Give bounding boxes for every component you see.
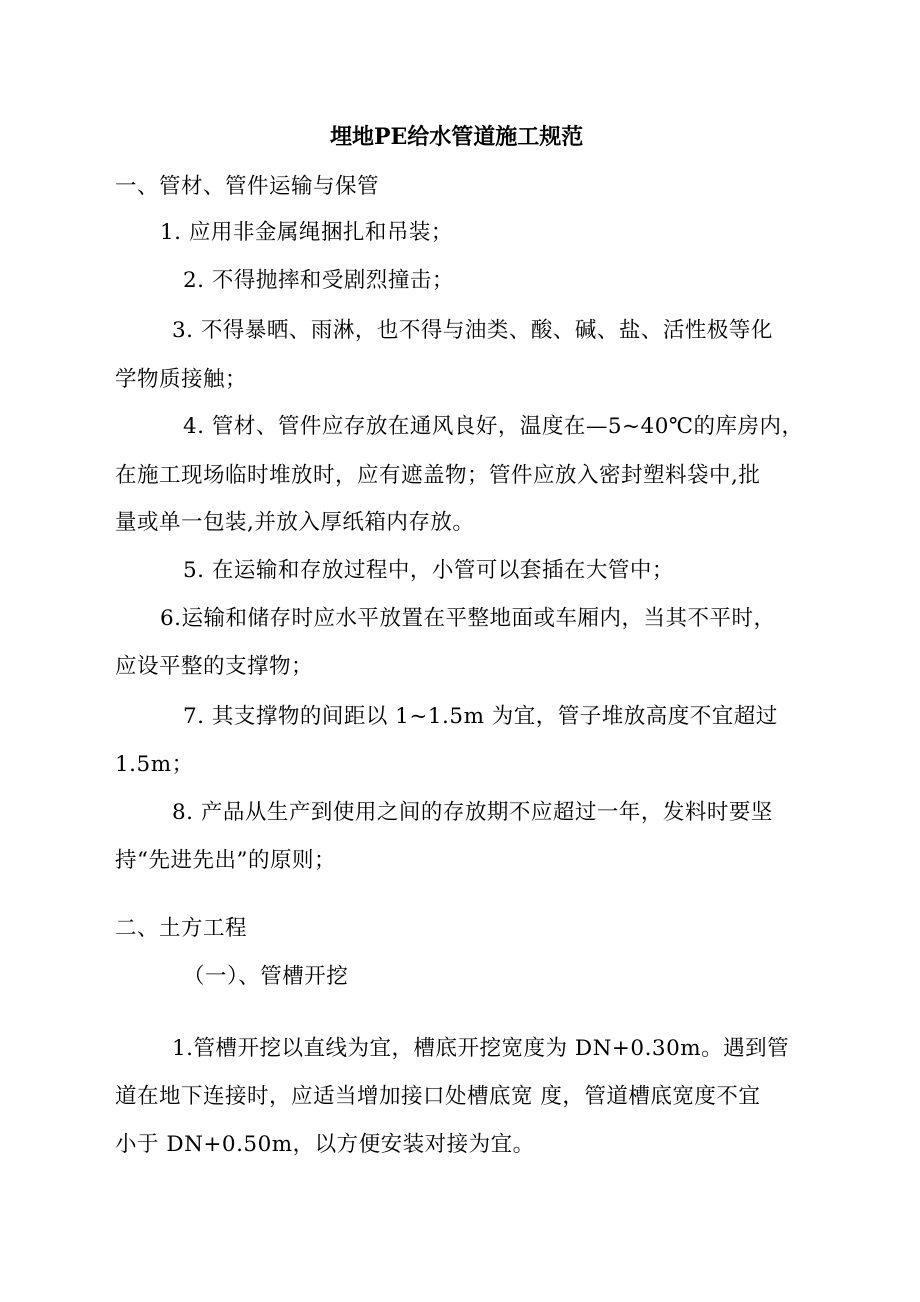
list-item-7-cont: 1.5m； [115, 752, 194, 777]
list-item-3: 3. 不得暴晒、雨淋，也不得与油类、酸、碱、盐、活性极等化 [172, 318, 773, 343]
paragraph-1-line-1: 1.管槽开挖以直线为宜，槽底开挖宽度为 DN+0.30m。遇到管 [172, 1036, 790, 1061]
subsection-heading-1: （一）、管槽开挖 [183, 964, 349, 989]
document-title: 埋地PE给水管道施工规范 [330, 124, 584, 150]
list-item-4-cont-1: 在施工现场临时堆放时，应有遮盖物；管件应放入密封塑料袋中,批 [115, 463, 761, 488]
paragraph-1-line-2: 道在地下连接时，应适当增加接口处槽底宽 度，管道槽底宽度不宜 [115, 1084, 761, 1109]
section-heading-2: 二、土方工程 [115, 916, 248, 941]
list-item-3-cont: 学物质接触； [115, 367, 248, 392]
list-item-4: 4. 管材、管件应存放在通风良好，温度在—5~40℃的库房内， [183, 414, 804, 439]
list-item-8-cont: 持“先进先出”的原则； [115, 848, 336, 873]
list-item-7: 7. 其支撑物的间距以 1~1.5m 为宜，管子堆放高度不宜超过 [183, 704, 778, 729]
list-item-2: 2. 不得抛摔和受剧烈撞击； [183, 268, 454, 293]
list-item-4-cont-2: 量或单一包装,并放入厚纸箱内存放。 [115, 510, 475, 535]
paragraph-1-line-3: 小于 DN+0.50m，以方便安装对接为宜。 [115, 1132, 535, 1157]
list-item-8: 8. 产品从生产到使用之间的存放期不应超过一年，发料时要坚 [172, 800, 773, 825]
list-item-1: 1. 应用非金属绳捆扎和吊装； [160, 220, 453, 245]
list-item-6: 6.运输和储存时应水平放置在平整地面或车厢内，当其不平时， [160, 606, 776, 631]
section-heading-1: 一、管材、管件运输与保管 [115, 174, 380, 199]
list-item-6-cont: 应设平整的支撑物； [115, 654, 314, 679]
list-item-5: 5. 在运输和存放过程中，小管可以套插在大管中； [183, 558, 674, 583]
